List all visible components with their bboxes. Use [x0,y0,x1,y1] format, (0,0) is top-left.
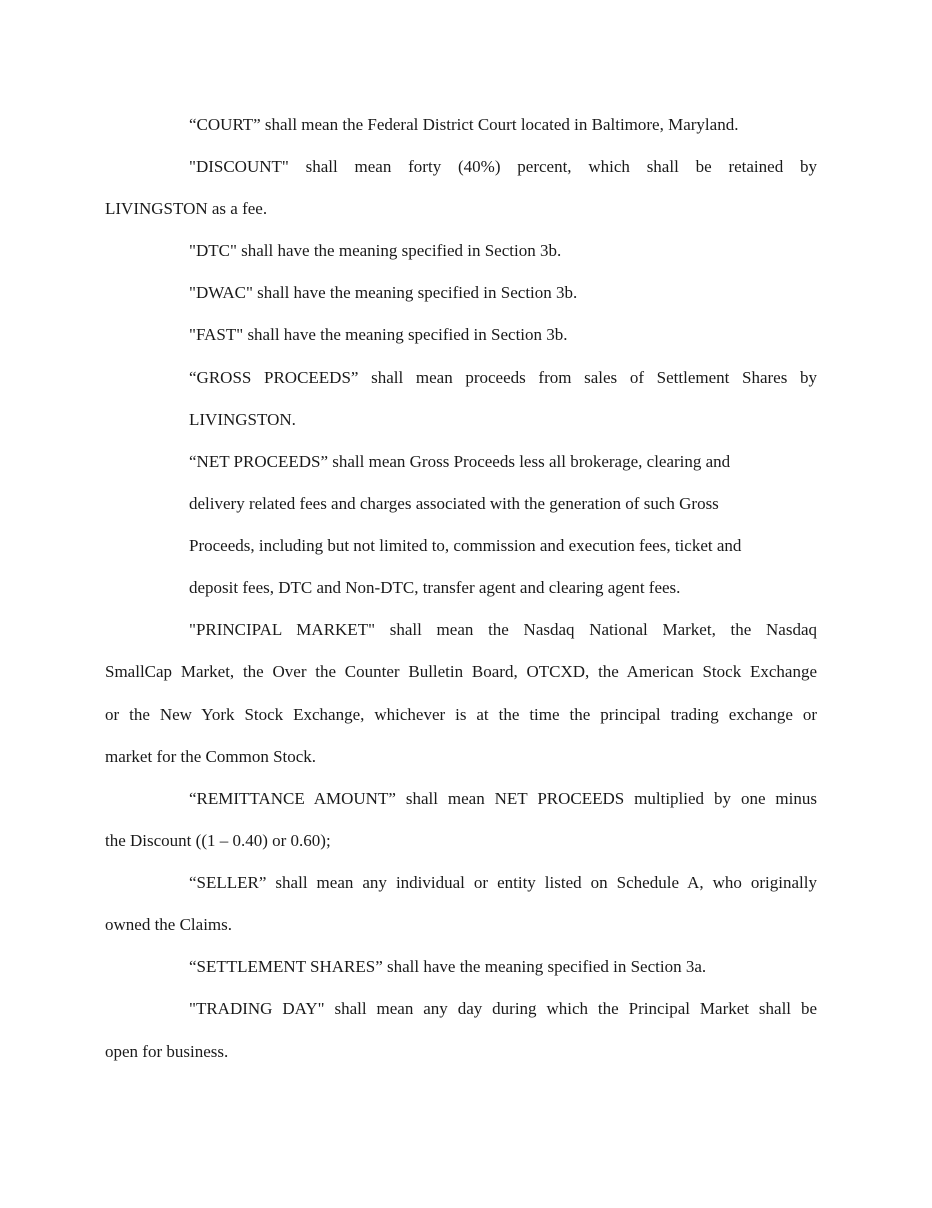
definition-seller-cont: owned the Claims. [105,915,233,934]
definition-net-proceeds-cont-1: delivery related fees and charges associated with the generation of such Gross [189,494,719,513]
definition-dtc: "DTC" shall have the meaning specified in Section 3b. [189,241,562,260]
definition-discount: "DISCOUNT" shall mean forty (40%) percent, which shall be retained by [189,157,817,176]
definition-net-proceeds: “NET PROCEEDS” shall mean Gross Proceeds less all brokerage, clearing and [189,452,731,471]
definition-principal-market-cont-1: SmallCap Market, the Over the Counter Bulletin Board, OTCXD, the American Stock Exchange [105,662,817,681]
definition-gross-proceeds-cont: LIVINGSTON. [189,410,296,429]
definition-net-proceeds-cont-3: deposit fees, DTC and Non-DTC, transfer agent and clearing agent fees. [189,578,681,597]
definition-trading-day: "TRADING DAY" shall mean any day during which the Principal Market shall be [189,999,817,1018]
definition-court: “COURT” shall mean the Federal District Court located in Baltimore, Maryland. [189,115,739,134]
definition-fast: "FAST" shall have the meaning specified in Section 3b. [189,325,568,344]
definition-discount-cont: LIVINGSTON as a fee. [105,199,268,218]
definition-principal-market-cont-3: market for the Common Stock. [105,747,317,766]
definition-principal-market-cont-2: or the New York Stock Exchange, whichever is at the time the principal trading exchange or [105,705,817,724]
definition-remittance-amount-cont: the Discount ((1 – 0.40) or 0.60); [105,831,331,850]
definition-trading-day-cont: open for business. [105,1042,229,1061]
definition-dwac: "DWAC" shall have the meaning specified in Section 3b. [189,283,578,302]
definition-settlement-shares: “SETTLEMENT SHARES” shall have the meaning specified in Section 3a. [189,957,707,976]
definition-seller: “SELLER” shall mean any individual or entity listed on Schedule A, who originally [189,873,817,892]
definition-principal-market: "PRINCIPAL MARKET" shall mean the Nasdaq National Market, the Nasdaq [189,620,817,639]
definition-net-proceeds-cont-2: Proceeds, including but not limited to, commission and execution fees, ticket and [189,536,742,555]
definition-remittance-amount: “REMITTANCE AMOUNT” shall mean NET PROCEEDS multiplied by one minus [189,789,817,808]
definition-gross-proceeds: “GROSS PROCEEDS” shall mean proceeds from sales of Settlement Shares by [189,368,817,387]
